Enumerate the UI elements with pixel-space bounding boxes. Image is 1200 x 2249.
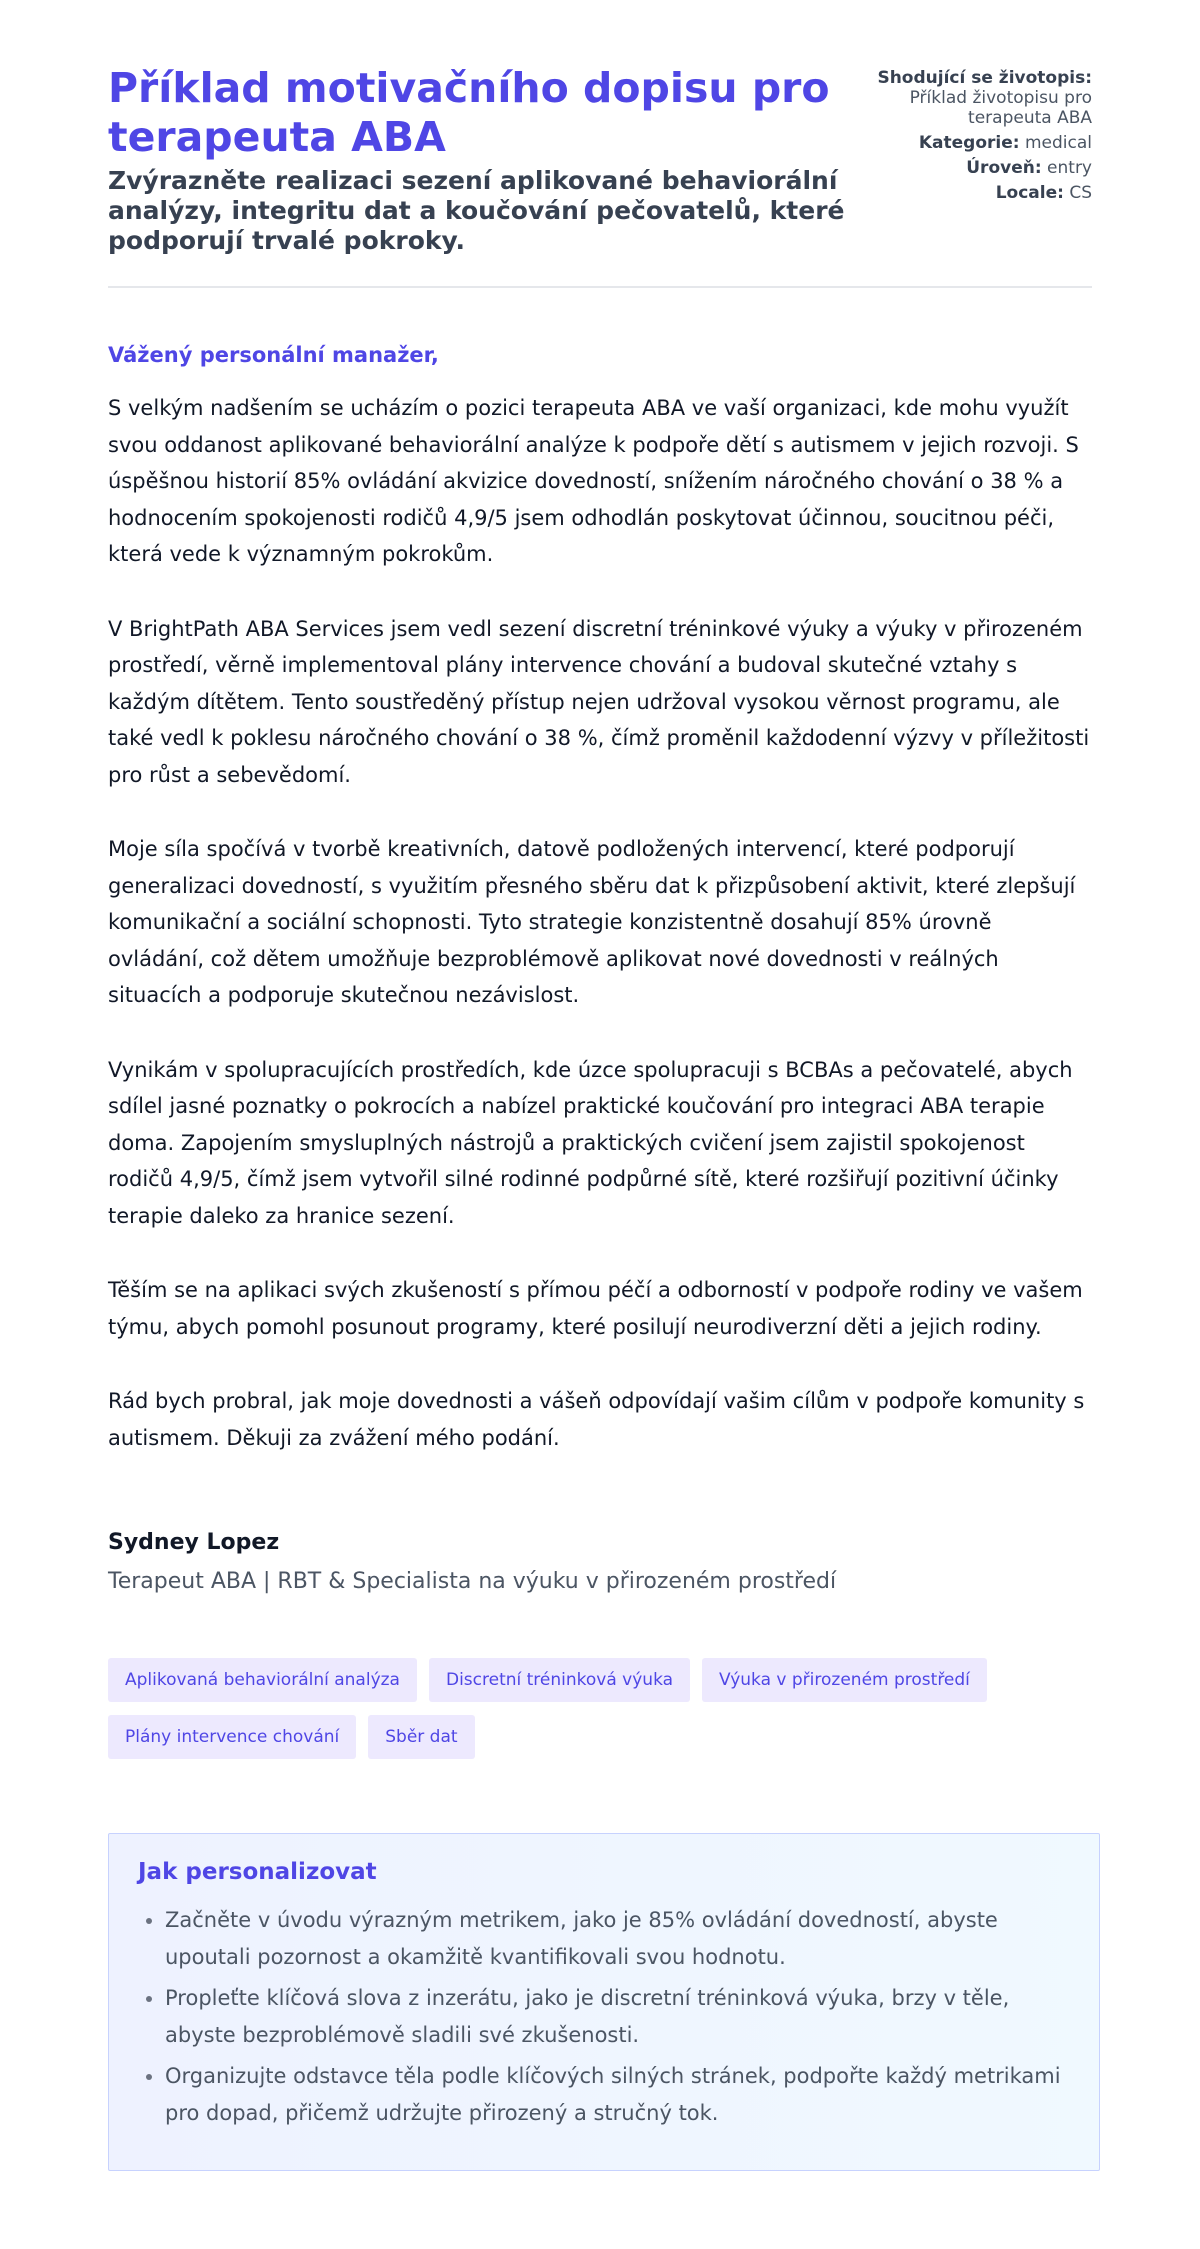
tip-item: • Začněte v úvodu výrazným metrikem, jako je 85% ovládání dovedností, abyste upoutali pozornost a okamžitě kvantifikovali svou hodnotu. <box>165 1902 1070 1975</box>
page-header <box>108 0 1092 288</box>
skill-tags <box>108 1658 1108 1759</box>
letter-paragraph: Vynikám v spolupracujících prostředích, kde úzce spolupracuji s BCBAs a pečovatelé, abych sdílel jasné poznatky o pokrocích a nabízel praktické koučování pro integraci ABA terapie doma. Zapojením smysluplných nástrojů a praktických cvičení jsem zajistil spokojenost rodičů 4,9/5, čímž jsem vytvořil silné rodinné podpůrné sítě, které rozšiřují pozitivní účinky terapie daleko za hranice sezení. <box>108 1057 1073 1228</box>
skill-tag: Aplikovaná behaviorální analýza <box>108 1658 417 1702</box>
tips-heading: Jak personalizovat <box>138 1859 377 1885</box>
meta-locale-value: CS <box>1069 183 1092 203</box>
meta-locale-label: Locale: <box>995 183 1064 203</box>
meta-locale <box>852 183 1092 203</box>
letter-greeting: Vážený personální manažer, <box>108 343 439 367</box>
letter-paragraph: Rád bych probral, jak moje dovednosti a vášeň odpovídají vašim cílům v podpoře komunity s autismem. Děkuji za zvážení mého podání. <box>108 1389 1085 1450</box>
meta-level-value: entry <box>1047 158 1092 178</box>
tip-item: • Propleťte klíčová slova z inzerátu, jako je discretní tréninková výuka, brzy v těle, abyste bezproblémově sladili své zkušenosti. <box>165 1980 1070 2053</box>
letter-paragraph: Moje síla spočívá v tvorbě kreativních, datově podložených intervencí, které podporují generalizaci dovedností, s využitím přesného sběru dat k přizpůsobení aktivit, které zlepšují komunikační a sociální schopnosti. Tyto strategie konzistentně dosahují 85% úrovně ovládání, což dětem umožňuje bezproblémově aplikovat nové dovednosti v reálných situacích a podporuje skutečnou nezávislost. <box>108 837 1076 1007</box>
signature-name: Sydney Lopez <box>108 1530 280 1555</box>
skill-tag: Discretní tréninková výuka <box>429 1658 690 1702</box>
letter-paragraph: V BrightPath ABA Services jsem vedl sezení discretní tréninkové výuky a výuky v přirozeném prostředí, věrně implementoval plány intervence chování a budoval skutečné vztahy s každým dítětem. Tento soustředěný přístup nejen udržoval vysokou věrnost programu, ale také vedl k poklesu náročného chování o 38 %, čímž proměnil každodenní výzvy v příležitosti pro růst a sebevědomí. <box>108 616 1090 787</box>
letter-body <box>108 340 1092 1598</box>
signature-role: Terapeut ABA | RBT & Specialista na výuku v přirozeném prostředí <box>108 1569 837 1594</box>
meta-matching-resume-value: Příklad životopisu pro terapeuta ABA <box>909 88 1092 128</box>
meta-category-label: Kategorie: <box>918 133 1020 153</box>
page-subtitle: Zvýrazněte realizaci sezení aplikované behaviorální analýzy, integritu dat a koučování pečovatelů, které podporují trvalé pokroky. <box>108 166 845 255</box>
skill-tag: Plány intervence chování <box>108 1715 356 1759</box>
skill-tag: Sběr dat <box>368 1715 474 1759</box>
meta-category <box>852 133 1092 153</box>
meta-category-value: medical <box>1024 133 1092 153</box>
tip-item: • Organizujte odstavce těla podle klíčových silných stránek, podpořte každý metrikami pro dopad, přičemž udržujte přirozený a stručný tok. <box>165 2058 1070 2131</box>
skill-tag: Výuka v přirozeném prostředí <box>702 1658 987 1702</box>
meta-level <box>852 158 1092 178</box>
letter-paragraph: S velkým nadšením se ucházím o pozici terapeuta ABA ve vaší organizaci, kde mohu využít svou oddanost aplikované behaviorální analýze k podpoře dětí s autismem v jejich rozvoji. S úspěšnou historií 85% ovládání akvizice dovedností, snížením náročného chování o 38 % a hodnocením spokojenosti rodičů 4,9/5 jsem odhodlán poskytovat účinnou, soucitnou péči, která vede k významným pokrokům. <box>108 396 1079 566</box>
personalization-tips <box>108 1833 1100 2171</box>
meta-matching-resume <box>852 68 1092 128</box>
meta-matching-resume-label: Shodující se životopis: <box>877 68 1092 88</box>
meta-level-label: Úroveň: <box>966 158 1042 178</box>
page-title: Příklad motivačního dopisu pro terapeuta ABA <box>108 64 830 161</box>
letter-paragraph: Těším se na aplikaci svých zkušeností s přímou péčí a odborností v podpoře rodiny ve vašem týmu, abych pomohl posunout programy, které posilují neurodiverzní děti a jejich rodiny. <box>108 1278 1083 1339</box>
tips-list <box>138 1902 1070 2131</box>
meta-panel <box>852 68 1092 208</box>
